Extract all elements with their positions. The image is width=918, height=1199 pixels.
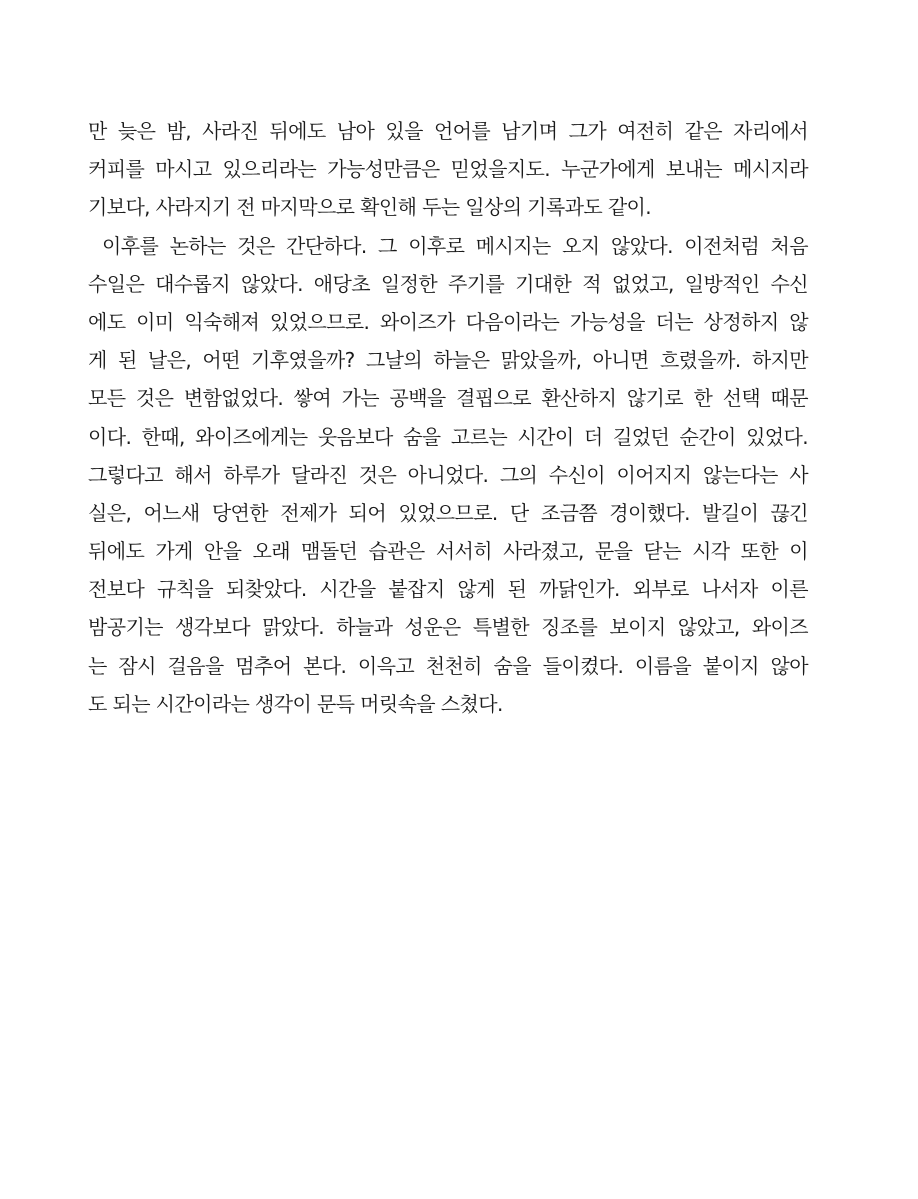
text-line: 전보다 규칙을 되찾았다. 시간을 붙잡지 않게 된 까닭인가. 외부로 나서자 이른: [88, 577, 808, 602]
text-line: 그렇다고 해서 하루가 달라진 것은 아니었다. 그의 수신이 이어지지 않는다는 사: [88, 462, 808, 487]
text-line: 밤공기는 생각보다 맑았다. 하늘과 성운은 특별한 징조를 보이지 않았고, 와이즈: [88, 615, 808, 640]
text-line: 도 되는 시간이라는 생각이 문득 머릿속을 스쳤다.: [88, 691, 503, 716]
text-line: 모든 것은 변함없었다. 쌓여 가는 공백을 결핍으로 환산하지 않기로 한 선택 때문: [88, 386, 808, 411]
text-line: 는 잠시 걸음을 멈추어 본다. 이윽고 천천히 숨을 들이켰다. 이름을 붙이지 않아: [88, 653, 808, 678]
text-line: 이다. 한때, 와이즈에게는 웃음보다 숨을 고르는 시간이 더 길었던 순간이 있었다.: [88, 424, 808, 449]
text-line: 뒤에도 가게 안을 오래 맴돌던 습관은 서서히 사라졌고, 문을 닫는 시각 또한 이: [88, 539, 808, 564]
text-line: 기보다, 사라지기 전 마지막으로 확인해 두는 일상의 기록과도 같이.: [88, 195, 652, 220]
text-line: 게 된 날은, 어떤 기후였을까? 그날의 하늘은 맑았을까, 아니면 흐렸을까. 하지만: [88, 348, 808, 373]
text-line: 만 늦은 밤, 사라진 뒤에도 남아 있을 언어를 남기며 그가 여전히 같은 자리에서: [88, 119, 808, 143]
text-line: 에도 이미 익숙해져 있었으므로. 와이즈가 다음이라는 가능성을 더는 상정하지 않: [88, 309, 808, 334]
text-line: 커피를 마시고 있으리라는 가능성만큼은 믿었을지도. 누군가에게 보내는 메시지라: [88, 157, 808, 182]
text-line: 실은, 어느새 당연한 전제가 되어 있었으므로. 단 조금쯤 경이했다. 발길이 끊긴: [88, 500, 808, 525]
body-text: [88, 112, 808, 723]
text-line: 이후를 논하는 것은 간단하다. 그 이후로 메시지는 오지 않았다. 이전처럼 처음: [102, 233, 808, 258]
text-line: 수일은 대수롭지 않았다. 애당초 일정한 주기를 기대한 적 없었고, 일방적인 수신: [88, 271, 808, 296]
